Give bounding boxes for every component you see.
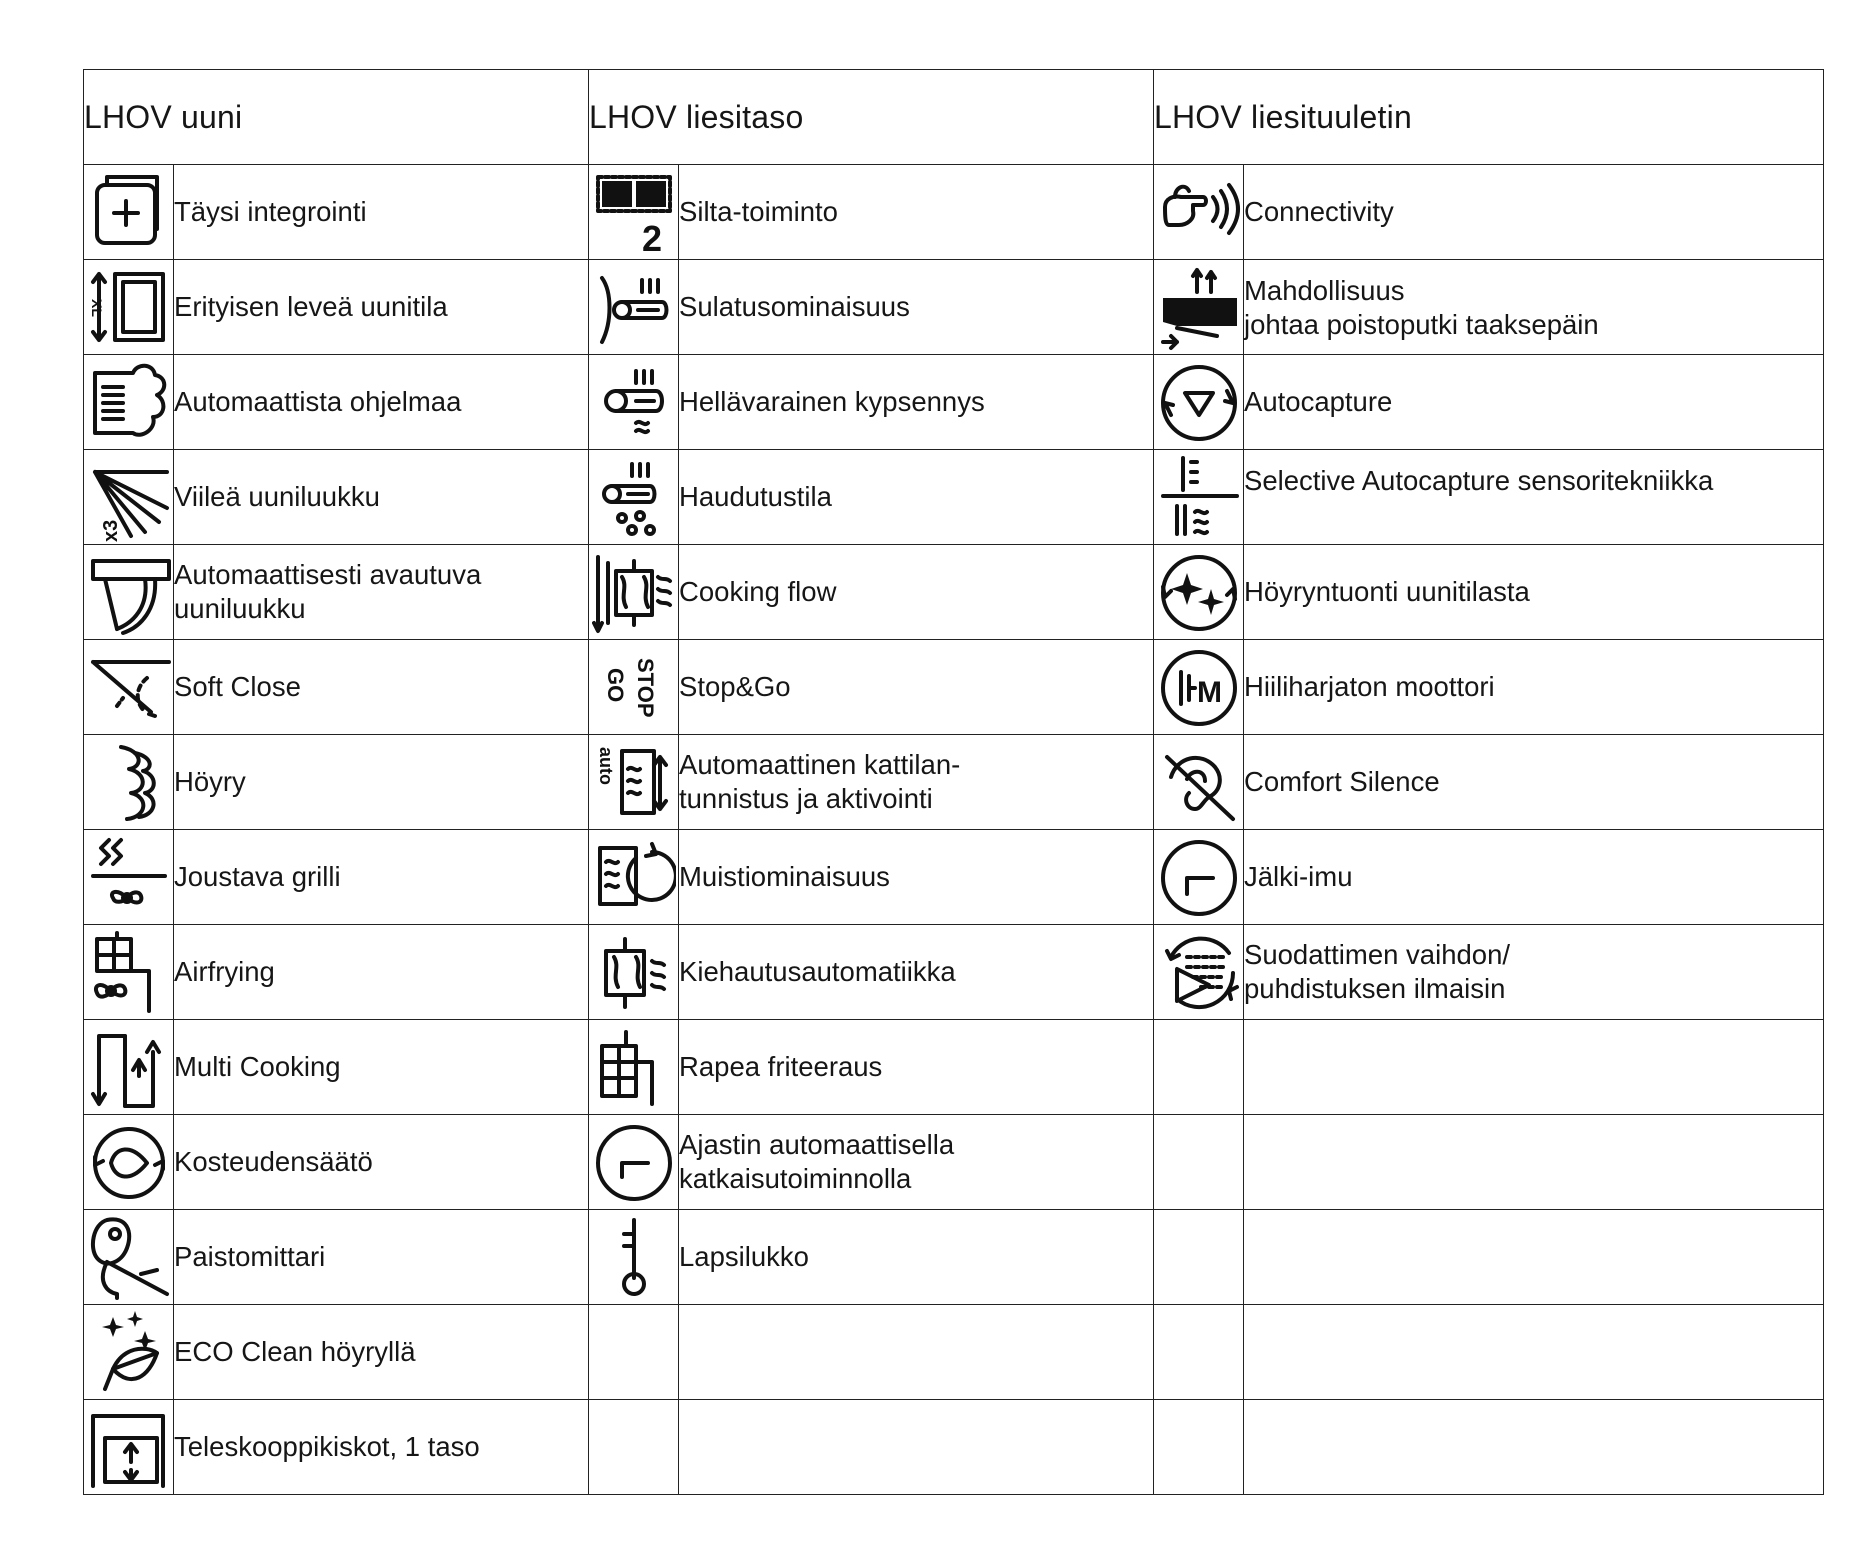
feature-icon-cell-oven [84, 1020, 174, 1115]
table-row [84, 735, 1824, 830]
feature-icon-cell-hob [589, 355, 679, 450]
feature-label-line: tunnistus ja aktivointi [679, 783, 933, 814]
feature-label-line: Jälki-imu [1244, 861, 1353, 892]
feature-label-line: Teleskooppikiskot, 1 taso [174, 1431, 480, 1462]
feature-icon-cell-hood [1154, 1020, 1244, 1115]
xl-oven-icon [87, 262, 171, 352]
feature-label-hood [1244, 830, 1824, 925]
feature-label-line: Paistomittari [174, 1241, 326, 1272]
svg-text:XL: XL [88, 299, 105, 317]
feature-label-line: Mahdollisuus [1244, 275, 1405, 306]
multi-cooking-icon [87, 1022, 171, 1112]
feature-label-line: Kiehautusautomatiikka [679, 956, 956, 987]
feature-label-line: Soft Close [174, 671, 301, 702]
feature-label-line: Viileä uuniluukku [174, 481, 380, 512]
crispy-frying-icon [592, 1022, 676, 1112]
feature-label-hood [1244, 545, 1824, 640]
table-row [84, 450, 1824, 545]
feature-label-line: Stop&Go [679, 671, 791, 702]
feature-label-line: Hellävarainen kypsennys [679, 386, 985, 417]
feature-label-line: Sulatusominaisuus [679, 291, 910, 322]
feature-label-line: Hiiliharjaton moottori [1244, 671, 1495, 702]
feature-label-line: Connectivity [1244, 196, 1394, 227]
rear-duct-icon [1157, 262, 1241, 352]
humidity-control-icon [87, 1117, 171, 1207]
steam-icon [87, 737, 171, 827]
table-row [84, 1210, 1824, 1305]
column-title-hood: LHOV liesituuletin [1154, 70, 1824, 165]
feature-label-hood [1244, 1020, 1824, 1115]
feature-label-hood [1244, 1305, 1824, 1400]
feature-label-hob [679, 450, 1154, 545]
feature-label-oven [174, 1305, 589, 1400]
feature-icon-cell-hood [1154, 925, 1244, 1020]
feature-icon-cell-oven [84, 1210, 174, 1305]
feature-icon-cell-hood [1154, 830, 1244, 925]
feature-label-oven [174, 640, 589, 735]
feature-label-oven [174, 450, 589, 545]
feature-label-line: Kosteudensäätö [174, 1146, 373, 1177]
feature-icon-cell-oven [84, 545, 174, 640]
feature-label-line: Automaattista ohjelmaa [174, 386, 462, 417]
feature-label-hood [1244, 1400, 1824, 1495]
feature-icon-cell-hood [1154, 165, 1244, 260]
table-row [84, 830, 1824, 925]
feature-label-line: Airfrying [174, 956, 275, 987]
meat-probe-icon [87, 1212, 171, 1302]
feature-icon-cell-oven [84, 1305, 174, 1400]
feature-label-line: Lapsilukko [679, 1241, 809, 1272]
feature-label-line: Rapea friteeraus [679, 1051, 883, 1082]
table-row [84, 1305, 1824, 1400]
feature-icon-cell-hood [1154, 1400, 1244, 1495]
feature-icon-cell-oven [84, 925, 174, 1020]
feature-icon-cell-hob [589, 165, 679, 260]
feature-icon-cell-oven [84, 355, 174, 450]
selective-sensor-icon [1157, 452, 1241, 542]
feature-label-line: Autocapture [1244, 386, 1393, 417]
feature-label-hood [1244, 1210, 1824, 1305]
bridge-function-icon [592, 167, 676, 257]
simmer-icon [592, 452, 676, 542]
svg-text:x3: x3 [99, 519, 122, 542]
child-lock-icon [592, 1212, 676, 1302]
feature-label-oven [174, 165, 589, 260]
feature-label-oven [174, 735, 589, 830]
feature-label-oven [174, 355, 589, 450]
auto-pan-detection-icon [592, 737, 676, 827]
feature-label-line: Cooking flow [679, 576, 837, 607]
feature-label-line: Täysi integrointi [174, 196, 367, 227]
feature-label-hood [1244, 735, 1824, 830]
feature-label-hob [679, 355, 1154, 450]
melting-icon [592, 262, 676, 352]
column-title-hob: LHOV liesitaso [589, 70, 1154, 165]
feature-label-line: Haudutustila [679, 481, 832, 512]
feature-label-line: Silta-toiminto [679, 196, 838, 227]
telescopic-rails-icon [87, 1402, 171, 1492]
feature-label-hob [679, 735, 1154, 830]
flexible-grill-icon [87, 832, 171, 922]
auto-open-door-icon [87, 547, 171, 637]
feature-label-line: uuniluukku [174, 593, 306, 624]
feature-icon-cell-oven [84, 735, 174, 830]
feature-label-hob [679, 1400, 1154, 1495]
cool-door-icon [87, 452, 171, 542]
feature-icon-cell-hood [1154, 1305, 1244, 1400]
feature-label-line: puhdistuksen ilmaisin [1244, 973, 1506, 1004]
feature-label-hob [679, 1305, 1154, 1400]
feature-label-line: Selective Autocapture sensoritekniikka [1244, 465, 1714, 496]
feature-icon-cell-hob [589, 1305, 679, 1400]
feature-label-hood [1244, 1115, 1824, 1210]
comfort-silence-icon [1157, 737, 1241, 827]
feature-icon-cell-hob [589, 735, 679, 830]
cooking-flow-icon [592, 547, 676, 637]
feature-icon-cell-hood [1154, 450, 1244, 545]
feature-icon-cell-hob [589, 1020, 679, 1115]
table-row [84, 1400, 1824, 1495]
feature-icon-cell-hood [1154, 735, 1244, 830]
autocapture-icon [1157, 357, 1241, 447]
feature-icon-cell-hob [589, 830, 679, 925]
svg-text:M: M [1196, 676, 1222, 709]
header-row [84, 70, 1824, 165]
feature-icon-cell-oven [84, 1115, 174, 1210]
memory-icon [592, 832, 676, 922]
feature-icon-cell-hood [1154, 1210, 1244, 1305]
feature-label-hob [679, 165, 1154, 260]
feature-label-hood [1244, 260, 1824, 355]
feature-icon-cell-hob [589, 925, 679, 1020]
feature-icon-cell-hob [589, 640, 679, 735]
table-row [84, 545, 1824, 640]
feature-label-line: Ajastin automaattisella [679, 1129, 955, 1160]
stop-go-icon [592, 642, 676, 732]
feature-icon-cell-hood [1154, 1115, 1244, 1210]
feature-label-line: Comfort Silence [1244, 766, 1440, 797]
feature-label-line: Automaattinen kattilan- [679, 749, 961, 780]
feature-label-hood [1244, 640, 1824, 735]
table-row [84, 1115, 1824, 1210]
feature-icon-cell-hood [1154, 260, 1244, 355]
svg-text:GO: GO [602, 668, 628, 703]
feature-icon-cell-hood [1154, 640, 1244, 735]
feature-icon-cell-hob [589, 260, 679, 355]
table-row [84, 925, 1824, 1020]
feature-rows [84, 165, 1824, 1495]
table-row [84, 640, 1824, 735]
feature-label-line: katkaisutoiminnolla [679, 1163, 912, 1194]
eco-clean-steam-icon [87, 1307, 171, 1397]
brushless-motor-icon [1157, 642, 1241, 732]
feature-label-hob [679, 1210, 1154, 1305]
feature-label-oven [174, 545, 589, 640]
feature-label-hob [679, 830, 1154, 925]
feature-icon-cell-oven [84, 640, 174, 735]
feature-label-oven [174, 1210, 589, 1305]
gentle-cooking-icon [592, 357, 676, 447]
feature-icon-cell-oven [84, 260, 174, 355]
feature-label-line: Erityisen leveä uunitila [174, 291, 448, 322]
after-run-timer-icon [1157, 832, 1241, 922]
steam-extraction-icon [1157, 547, 1241, 637]
feature-label-line: ECO Clean höyryllä [174, 1336, 416, 1367]
feature-label-line: Höyry [174, 766, 246, 797]
feature-icon-cell-oven [84, 450, 174, 545]
feature-label-line: Muistiominaisuus [679, 861, 890, 892]
feature-label-oven [174, 1115, 589, 1210]
feature-label-hood [1244, 925, 1824, 1020]
feature-label-hood [1244, 450, 1824, 545]
feature-icon-cell-hob [589, 545, 679, 640]
feature-label-line: Suodattimen vaihdon/ [1244, 939, 1511, 970]
feature-icon-cell-oven [84, 165, 174, 260]
feature-label-line: Multi Cooking [174, 1051, 341, 1082]
feature-icon-cell-hob [589, 1400, 679, 1495]
feature-label-oven [174, 830, 589, 925]
feature-label-oven [174, 260, 589, 355]
feature-icon-cell-hood [1154, 545, 1244, 640]
feature-label-oven [174, 1020, 589, 1115]
feature-icon-cell-oven [84, 830, 174, 925]
svg-text:auto: auto [595, 747, 616, 785]
feature-label-hob [679, 1020, 1154, 1115]
feature-label-hob [679, 545, 1154, 640]
connectivity-hand-icon [1157, 167, 1241, 257]
feature-icon-cell-oven [84, 1400, 174, 1495]
feature-label-line: johtaa poistoputki taaksepäin [1244, 309, 1599, 340]
airfrying-icon [87, 927, 171, 1017]
feature-icon-cell-hood [1154, 355, 1244, 450]
feature-label-hob [679, 1115, 1154, 1210]
column-title-oven: LHOV uuni [84, 70, 589, 165]
feature-label-hob [679, 260, 1154, 355]
full-integration-icon [87, 167, 171, 257]
feature-icon-cell-hob [589, 450, 679, 545]
feature-label-line: Automaattisesti avautuva [174, 559, 482, 590]
soft-close-icon [87, 642, 171, 732]
feature-label-oven [174, 925, 589, 1020]
table-row [84, 355, 1824, 450]
feature-label-hood [1244, 355, 1824, 450]
feature-label-line: Joustava grilli [174, 861, 341, 892]
timer-auto-off-icon [592, 1117, 676, 1207]
table-row [84, 260, 1824, 355]
boil-automatic-icon [592, 927, 676, 1017]
feature-label-oven [174, 1400, 589, 1495]
table-row [84, 165, 1824, 260]
feature-icon-cell-hob [589, 1210, 679, 1305]
feature-table [83, 69, 1824, 1495]
table-row [84, 1020, 1824, 1115]
feature-label-hob [679, 640, 1154, 735]
filter-indicator-icon [1157, 927, 1241, 1017]
svg-text:STOP: STOP [632, 658, 658, 718]
svg-text:2: 2 [641, 218, 662, 257]
feature-label-line: Höyryntuonti uunitilasta [1244, 576, 1530, 607]
auto-program-cloud-icon [87, 357, 171, 447]
feature-label-hood [1244, 165, 1824, 260]
feature-label-hob [679, 925, 1154, 1020]
feature-icon-cell-hob [589, 1115, 679, 1210]
